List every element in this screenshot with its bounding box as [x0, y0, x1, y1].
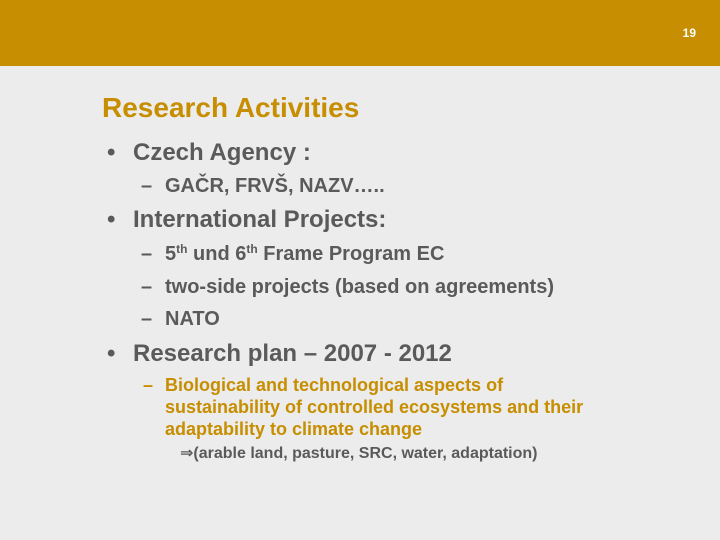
sub-sub-item-land-types	[180, 443, 537, 463]
header-bar	[0, 0, 720, 66]
bullet-marker: •	[107, 206, 116, 233]
sub-item-text: Frame Program EC	[257, 243, 445, 265]
dash-marker: –	[141, 308, 153, 330]
implies-arrow-icon: ⇒	[180, 445, 194, 462]
bullet-marker: •	[107, 139, 116, 166]
sub-item-research-plan-description	[143, 374, 584, 440]
bullet-czech-agency	[107, 139, 311, 167]
bullet-marker: •	[107, 340, 116, 367]
sub-item-text: GAČR, FRVŠ, NAZV…..	[165, 175, 385, 197]
description-line: sustainability of controlled ecosystems and their	[165, 397, 584, 417]
sub-item-two-side-projects	[141, 276, 554, 299]
slide-title: Research Activities	[102, 92, 360, 123]
dash-marker: –	[141, 243, 153, 265]
page-number: 19	[682, 26, 696, 40]
sub-item-text: und 6	[187, 243, 247, 265]
sub-item-czech-agencies	[141, 175, 385, 198]
sub-item-text: 5	[165, 243, 177, 265]
dash-marker: –	[143, 375, 154, 395]
sub-item-text: NATO	[165, 308, 220, 330]
description-line: Biological and technological aspects of	[165, 375, 504, 395]
dash-marker: –	[141, 175, 153, 197]
sub-sub-item-text: (arable land, pasture, SRC, water, adaptation)	[193, 445, 538, 462]
superscript: th	[246, 241, 258, 256]
description-line: adaptability to climate change	[165, 419, 423, 439]
bullet-international-projects	[107, 206, 387, 234]
bullet-text: Czech Agency :	[133, 139, 311, 166]
sub-item-text: two-side projects (based on agreements)	[165, 276, 554, 298]
superscript: th	[176, 241, 188, 256]
bullet-text: International Projects:	[133, 206, 387, 233]
bullet-research-plan	[107, 340, 452, 368]
bullet-text: Research plan – 2007 - 2012	[133, 340, 452, 367]
sub-item-nato	[141, 308, 220, 331]
sub-item-frame-program	[141, 241, 445, 266]
dash-marker: –	[141, 276, 153, 298]
